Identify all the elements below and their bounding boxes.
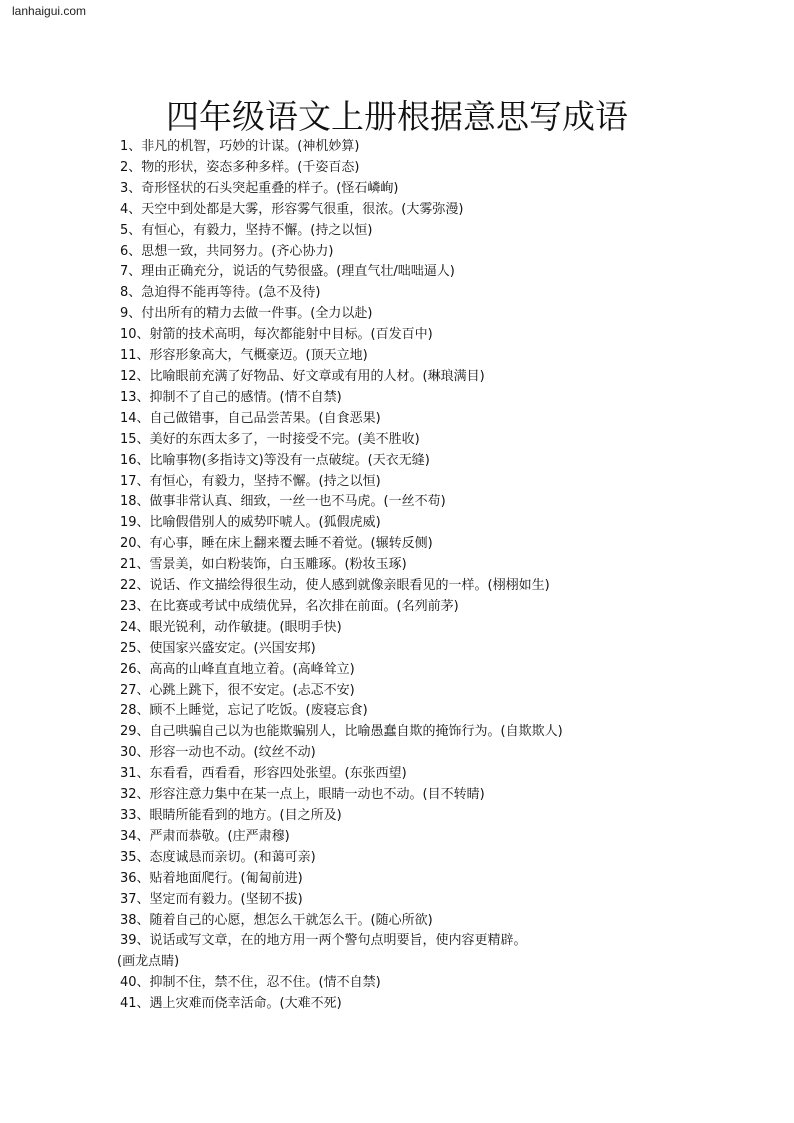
list-item: 21、雪景美，如白粉装饰，白玉雕琢。(粉妆玉琢) bbox=[120, 557, 407, 573]
list-item: 37、坚定而有毅力。(坚韧不拔) bbox=[120, 891, 303, 907]
list-item: 35、态度诚恳而亲切。(和蔼可亲) bbox=[120, 849, 316, 865]
list-item: 23、在比赛或考试中成绩优异，名次排在前面。(名列前茅) bbox=[120, 598, 459, 614]
list-item: 11、形容形象高大，气概豪迈。(顶天立地) bbox=[120, 348, 368, 364]
list-item: 32、形容注意力集中在某一点上，眼睛一动也不动。(目不转睛) bbox=[120, 787, 485, 803]
list-item: 22、说话、作文描绘得很生动，使人感到就像亲眼看见的一样。(栩栩如生) bbox=[120, 578, 550, 594]
list-item: 29、自己哄骗自己以为也能欺骗别人，比喻愚蠢自欺的掩饰行为。(自欺欺人) bbox=[120, 724, 563, 740]
list-item: 20、有心事，睡在床上翻来覆去睡不着觉。(辗转反侧) bbox=[120, 536, 433, 552]
document-title: 四年级语文上册根据意思写成语 bbox=[166, 97, 628, 136]
list-item: 27、心跳上跳下，很不安定。(忐忑不安) bbox=[120, 682, 355, 698]
list-item: 24、眼光锐利，动作敏捷。(眼明手快) bbox=[120, 619, 342, 635]
list-item: 16、比喻事物(多指诗文)等没有一点破绽。(天衣无缝) bbox=[120, 452, 430, 468]
list-item: 38、随着自己的心愿，想怎么干就怎么干。(随心所欲) bbox=[120, 912, 433, 928]
list-item: 36、贴着地面爬行。(匍匐前进) bbox=[120, 870, 303, 886]
list-item: 15、美好的东西太多了，一时接受不完。(美不胜收) bbox=[120, 431, 420, 447]
list-item-continuation: (画龙点睛) bbox=[117, 954, 180, 970]
idiom-list bbox=[117, 137, 680, 1015]
list-item: 4、天空中到处都是大雾，形容雾气很重，很浓。(大雾弥漫) bbox=[120, 201, 464, 217]
list-item: 14、自己做错事，自己品尝苦果。(自食恶果) bbox=[120, 410, 381, 426]
list-item: 33、眼睛所能看到的地方。(目之所及) bbox=[120, 808, 342, 823]
list-item: 13、抑制不了自己的感情。(情不自禁) bbox=[120, 389, 342, 405]
list-item: 31、东看看，西看看，形容四处张望。(东张西望) bbox=[120, 766, 407, 782]
list-item: 10、射箭的技术高明，每次都能射中目标。(百发百中) bbox=[120, 327, 433, 343]
list-item: 5、有恒心，有毅力，坚持不懈。(持之以恒) bbox=[120, 222, 373, 238]
list-item: 9、付出所有的精力去做一件事。(全力以赴) bbox=[120, 306, 373, 322]
list-item: 25、使国家兴盛安定。(兴国安邦) bbox=[120, 640, 316, 656]
list-item: 28、顾不上睡觉，忘记了吃饭。(废寝忘食) bbox=[120, 703, 368, 719]
list-item: 17、有恒心，有毅力，坚持不懈。(持之以恒) bbox=[120, 473, 381, 489]
site-watermark: lanhaigui.com bbox=[12, 4, 87, 18]
list-item: 19、比喻假借别人的威势吓唬人。(狐假虎威) bbox=[120, 515, 381, 531]
list-item: 3、奇形怪状的石头突起重叠的样子。(怪石嶙峋) bbox=[120, 180, 399, 196]
list-item: 7、理由正确充分，说话的气势很盛。(理直气壮/咄咄逼人) bbox=[120, 264, 455, 280]
list-item: 41、遇上灾难而侥幸活命。(大难不死) bbox=[120, 996, 342, 1012]
list-item: 6、思想一致，共同努力。(齐心协力) bbox=[120, 243, 334, 259]
list-item: 34、严肃而恭敬。(庄严肃穆) bbox=[120, 828, 290, 844]
list-item: 18、做事非常认真、细致，一丝一也不马虎。(一丝不苟) bbox=[120, 494, 446, 510]
list-item: 1、非凡的机智，巧妙的计谋。(神机妙算) bbox=[120, 139, 360, 154]
list-item: 12、比喻眼前充满了好物品、好文章或有用的人材。(琳琅满目) bbox=[120, 368, 485, 384]
list-item: 39、说话或写文章，在的地方用一两个警句点明要旨，使内容更精辟。 bbox=[120, 933, 527, 949]
list-item: 8、急迫得不能再等待。(急不及待) bbox=[120, 285, 321, 301]
list-item: 30、形容一动也不动。(纹丝不动) bbox=[120, 745, 316, 761]
list-item: 26、高高的山峰直直地立着。(高峰耸立) bbox=[120, 661, 355, 677]
list-item: 2、物的形状，姿态多种多样。(千姿百态) bbox=[120, 159, 360, 175]
list-item: 40、抑制不住，禁不住，忍不住。(情不自禁) bbox=[120, 975, 381, 991]
